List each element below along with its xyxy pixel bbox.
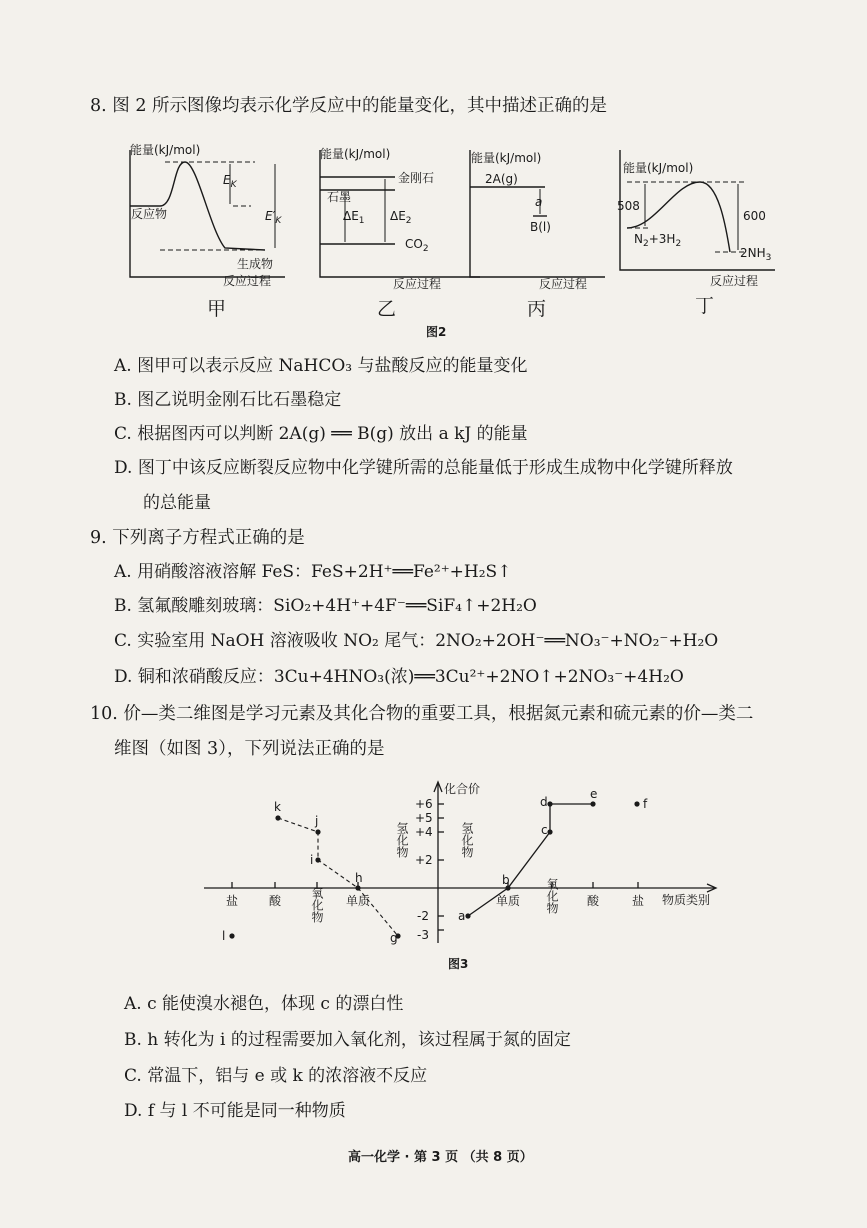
q9-option-a[interactable]: A. 用硝酸溶液溶解 FeS：FeS+2H⁺══Fe²⁺+H₂S↑ [114, 562, 512, 582]
jia-reactant: 反应物 [131, 207, 168, 221]
q9-option-c[interactable]: C. 实验室用 NaOH 溶液吸收 NO₂ 尾气：2NO₂+2OH⁻══NO₃⁻+NO₂⁻+H₂O [114, 631, 719, 651]
ytick-plus2: +2 [415, 853, 433, 867]
ding-600: 600 [743, 209, 766, 223]
yi-de1: ΔE [343, 209, 359, 223]
jia-ek: E [223, 173, 231, 187]
jia-ek-sub: K [230, 180, 237, 190]
q10-option-a[interactable]: A. c 能使溴水褪色，体现 c 的漂白性 [124, 994, 404, 1014]
ding-product-sub: 3 [765, 253, 772, 263]
bing-axes [470, 150, 605, 277]
yi-de1-sub: 1 [358, 216, 365, 226]
ding-reactant-sub2: 2 [675, 239, 682, 249]
ding-reactant-tail: +3H [648, 232, 676, 246]
svg-text:EK [223, 173, 238, 190]
svg-text:ΔE2 [390, 209, 412, 226]
jia-name: 甲 [207, 298, 227, 320]
yi-co2: CO [405, 237, 423, 251]
cat-left-salt: 盐 [226, 894, 239, 908]
bing-name: 丙 [527, 298, 547, 320]
svg-text:CO2 [405, 237, 429, 254]
cat-right-acid: 酸 [587, 894, 600, 908]
bing-xlabel: 反应过程 [539, 277, 588, 291]
fig3-ylabel: 化合价 [444, 782, 481, 796]
jia-product: 生成物 [237, 257, 274, 271]
point-h: h [355, 871, 363, 885]
q10-option-b[interactable]: B. h 转化为 i 的过程需要加入氧化剂，该过程属于氮的固定 [124, 1030, 571, 1050]
q8-option-d-line1[interactable]: D. 图丁中该反应断裂反应物中化学键所需的总能量低于形成生成物中化学键所释放 [114, 458, 733, 478]
q8-option-a[interactable]: A. 图甲可以表示反应 NaHCO₃ 与盐酸反应的能量变化 [114, 356, 528, 376]
cat-right-element: 单质 [495, 894, 521, 908]
ding-ylabel: 能量(kJ/mol) [623, 161, 694, 175]
figure-2-caption: 图2 [426, 325, 447, 339]
fig3-xlabel: 物质类别 [662, 893, 711, 907]
figure-3 [200, 778, 730, 948]
point-b: b [502, 873, 510, 887]
cat-left-element: 单质 [345, 894, 371, 908]
point-d: d [540, 795, 548, 809]
yi-de2: ΔE [390, 209, 406, 223]
q9-option-b[interactable]: B. 氢氟酸雕刻玻璃：SiO₂+4H⁺+4F⁻══SiF₄↑+2H₂O [114, 596, 537, 616]
point-g: g [390, 931, 398, 945]
bing-ylabel: 能量(kJ/mol) [471, 151, 542, 165]
nitrogen-path [278, 818, 398, 936]
cat-left-oxide: 氧化物 [310, 887, 324, 923]
ding-reactant: N [634, 232, 643, 246]
yi-graphite: 石墨 [327, 190, 352, 204]
hydride-left: 氢化物 [395, 822, 409, 858]
q8-stem: 8. 图 2 所示图像均表示化学反应中的能量变化，其中描述正确的是 [90, 96, 608, 116]
cat-right-salt: 盐 [632, 894, 645, 908]
cat-left-acid: 酸 [269, 894, 282, 908]
q10-option-c[interactable]: C. 常温下，铝与 e 或 k 的浓溶液不反应 [124, 1066, 428, 1086]
point-k: k [274, 800, 281, 814]
ytick-plus6: +6 [415, 797, 433, 811]
q8-option-b[interactable]: B. 图乙说明金刚石比石墨稳定 [114, 390, 342, 410]
yi-ylabel: 能量(kJ/mol) [320, 147, 391, 161]
q10-option-d[interactable]: D. f 与 l 不可能是同一种物质 [124, 1101, 346, 1121]
point-i: i [310, 853, 314, 867]
ding-xlabel: 反应过程 [710, 274, 759, 288]
bing-bottom: B(l) [530, 220, 551, 234]
page-footer: 高一化学 · 第 3 页 （共 8 页） [348, 1150, 533, 1165]
bing-top: 2A(g) [485, 172, 518, 186]
jia-ek2: E′ [265, 209, 276, 223]
ding-product: 2NH [740, 246, 766, 260]
yi-name: 乙 [377, 298, 397, 320]
point-j: j [315, 814, 319, 828]
ding-name: 丁 [695, 295, 715, 317]
q9-stem: 9. 下列离子方程式正确的是 [90, 528, 305, 548]
jia-ek2-sub: K [275, 216, 282, 226]
point-e: e [590, 787, 598, 801]
svg-text:2NH3 [740, 246, 771, 263]
q9-option-d[interactable]: D. 铜和浓硝酸反应：3Cu+4HNO₃(浓)══3Cu²⁺+2NO↑+2NO₃⁻+4H₂O [114, 667, 684, 687]
figure-3-caption: 图3 [448, 957, 469, 971]
ytick-plus5: +5 [415, 811, 433, 825]
svg-text:E′K [265, 209, 282, 226]
q8-option-d-line2[interactable]: 的总能量 [143, 493, 211, 513]
yi-xlabel: 反应过程 [393, 277, 442, 291]
jia-ylabel: 能量(kJ/mol) [130, 143, 201, 157]
hydride-right: 氢化物 [460, 822, 474, 858]
figure-2 [115, 140, 785, 325]
bing-gap: a [535, 195, 543, 209]
ytick-minus3: -3 [417, 928, 429, 942]
jia-xlabel: 反应过程 [223, 274, 272, 288]
ding-reactant-sub: 2 [642, 239, 649, 249]
ding-508: 508 [617, 199, 640, 213]
point-a: a [458, 909, 466, 923]
point-f: f [643, 797, 648, 811]
point-c: c [541, 823, 548, 837]
ytick-plus4: +4 [415, 825, 433, 839]
point-l: l [222, 929, 226, 943]
q8-option-c[interactable]: C. 根据图丙可以判断 2A(g) ══ B(g) 放出 a kJ 的能量 [114, 424, 528, 444]
cat-right-oxide: 氧化物 [545, 878, 559, 914]
yi-diamond: 金刚石 [398, 171, 435, 185]
q10-stem-line2: 维图（如图 3），下列说法正确的是 [114, 739, 385, 759]
yi-de2-sub: 2 [405, 216, 412, 226]
sulfur-path [468, 804, 593, 916]
q10-stem-line1: 10. 价—类二维图是学习元素及其化合物的重要工具，根据氮元素和硫元素的价—类二 [90, 704, 754, 724]
svg-text:N2+3H2 [634, 232, 681, 249]
ytick-minus2: -2 [417, 909, 429, 923]
yi-co2-sub: 2 [422, 244, 429, 254]
svg-text:ΔE1 [343, 209, 365, 226]
